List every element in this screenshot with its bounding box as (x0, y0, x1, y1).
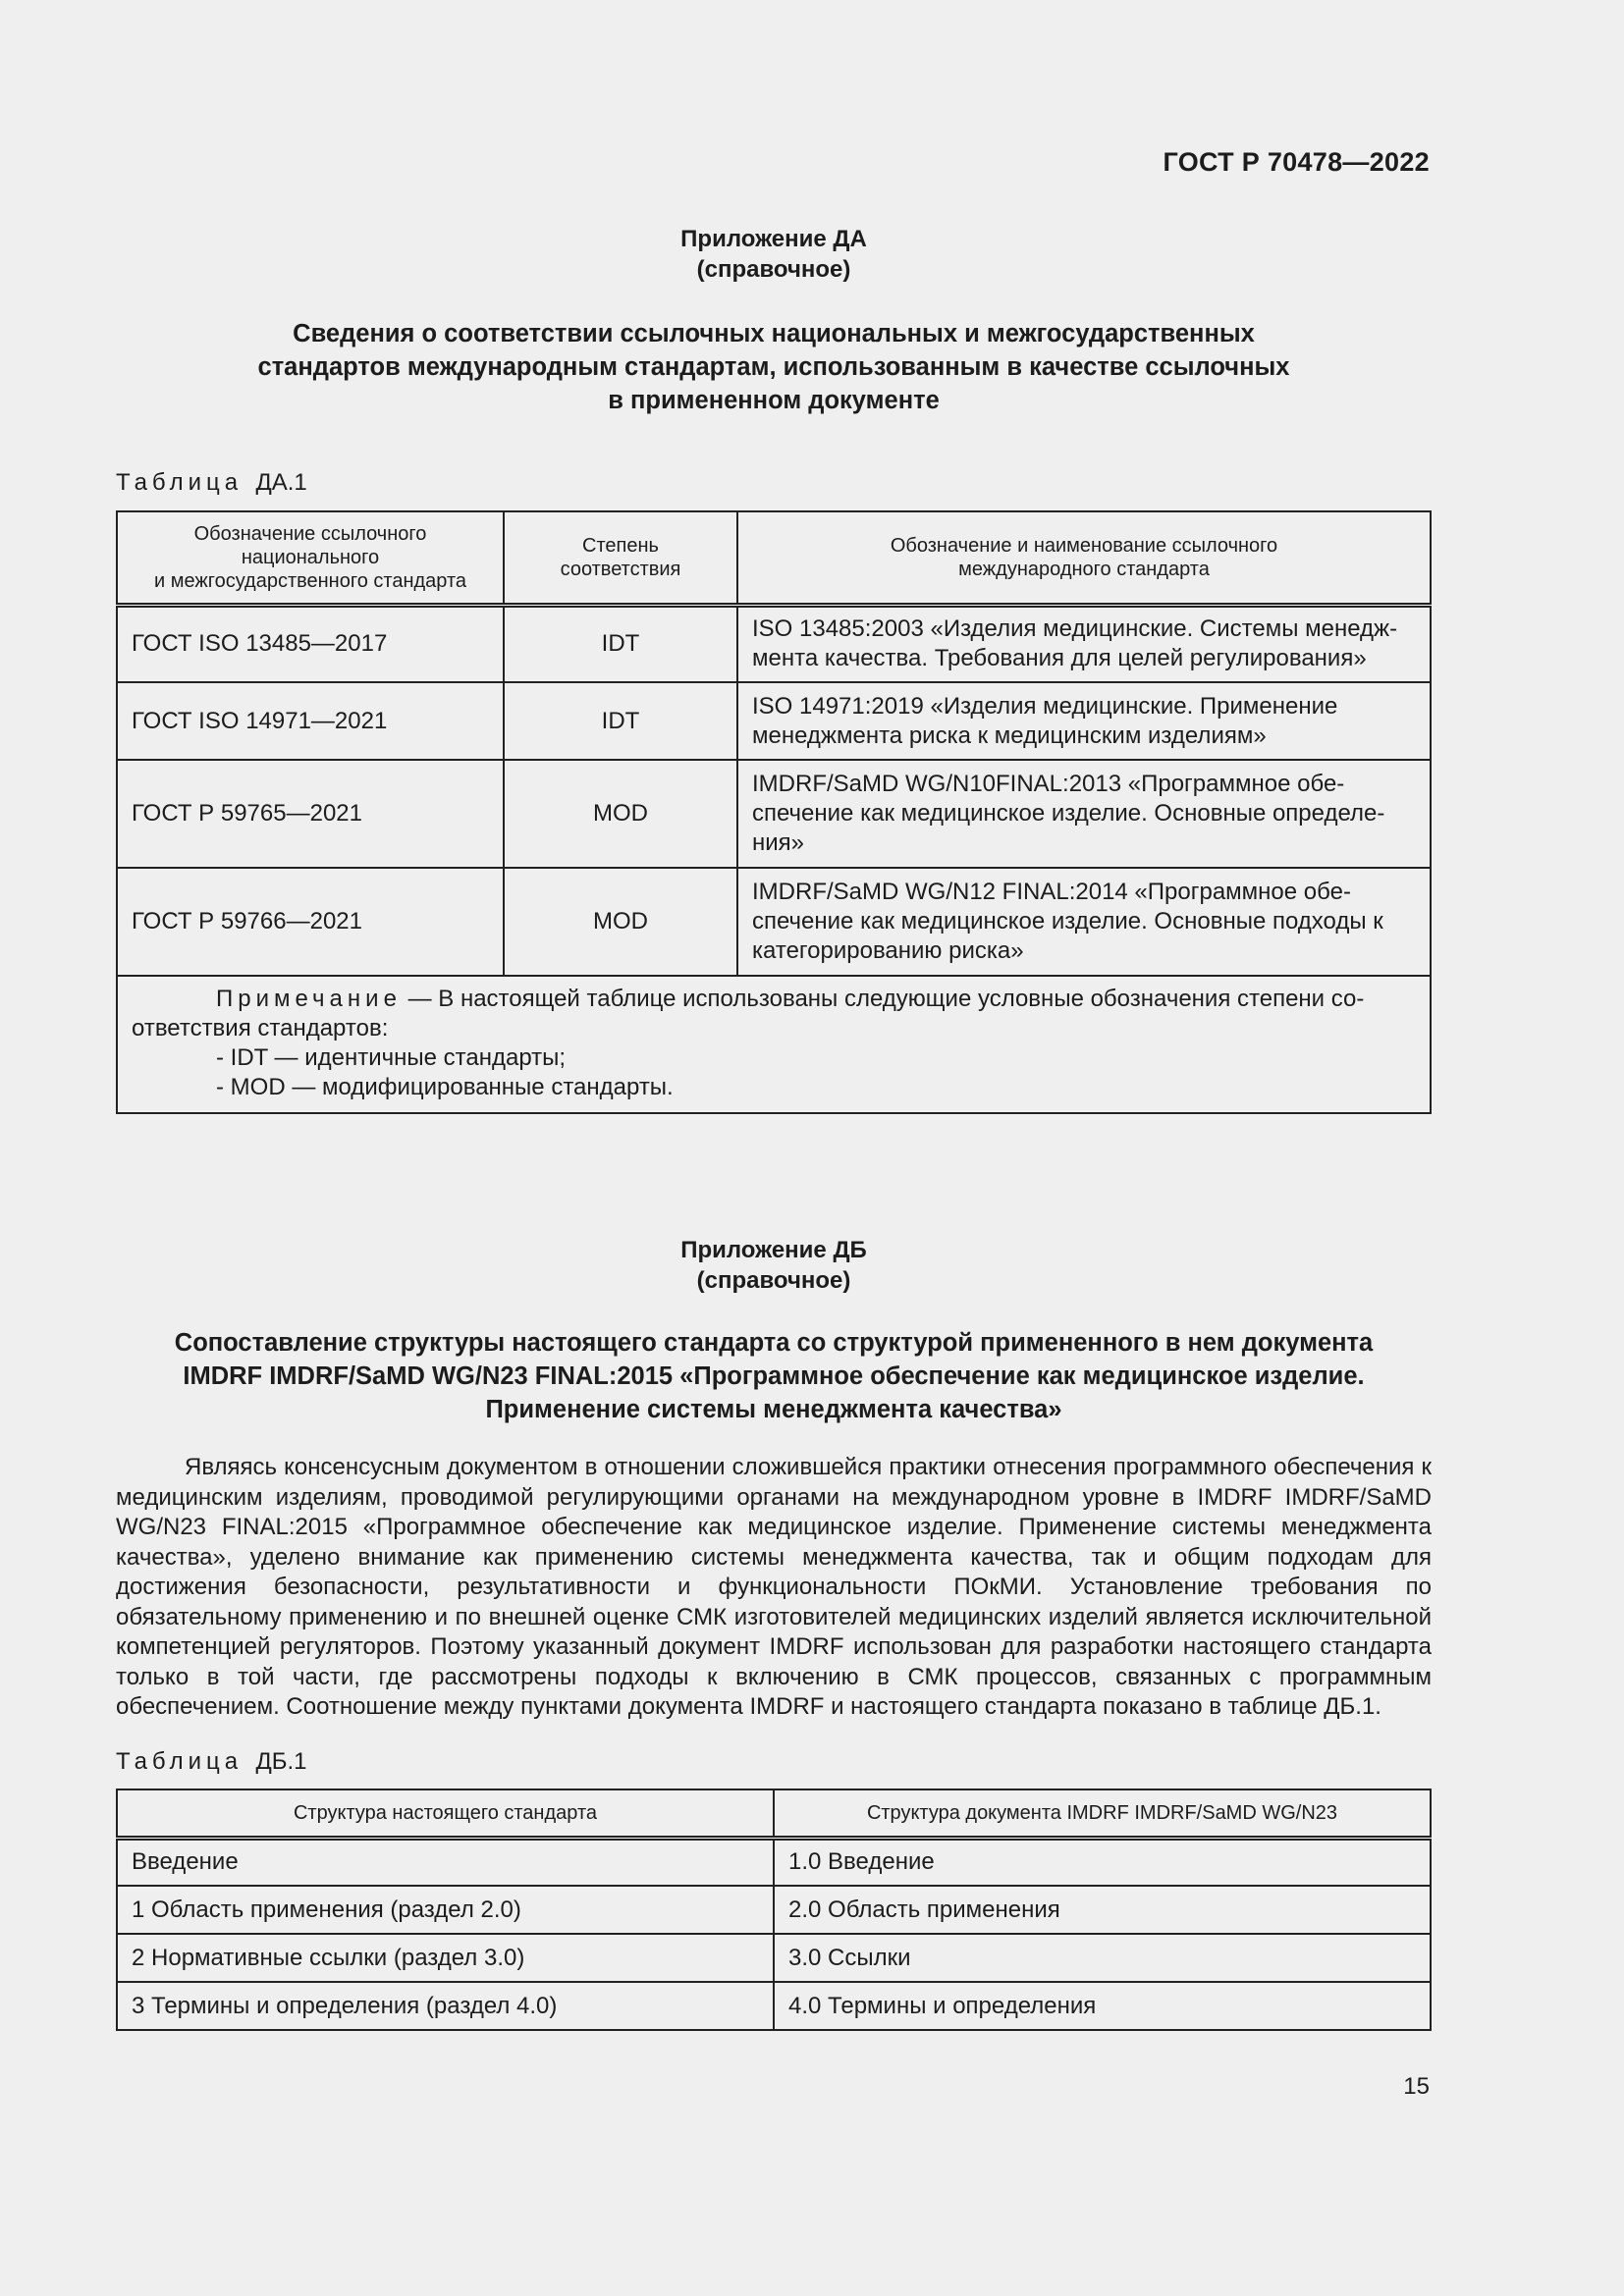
table-header-row (117, 1789, 1431, 1838)
appendix-da-title-block (116, 224, 1432, 285)
cell-international: IMDRF/SaMD WG/N12 FINAL:2014 «Программное обе- спечение как медицинское изделие. Основные подходы к категорированию риска» (737, 868, 1431, 976)
cell-degree: MOD (504, 760, 737, 868)
appendix-da-heading-line: в примененном документе (608, 387, 940, 414)
table-caption-number: ДБ.1 (255, 1748, 307, 1775)
appendix-db-title: Приложение ДБ (680, 1237, 867, 1263)
cell-international: IMDRF/SaMD WG/N10FINAL:2013 «Программное обе- спечение как медицинское изделие. Основные определе- ния» (737, 760, 1431, 868)
appendix-db-subtitle: (справочное) (696, 1267, 851, 1294)
appendix-da-title: Приложение ДА (680, 226, 867, 252)
note-text: В настоящей таблице использованы следующие условные обозначения степени со- (438, 986, 1365, 1012)
page-number: 15 (1403, 2073, 1430, 2100)
cell-standard: Введение (117, 1838, 774, 1886)
table-row (117, 605, 1431, 682)
table-caption-word: Таблица (116, 469, 244, 496)
appendix-db-heading-line: Применение системы менеджмента качества» (485, 1396, 1062, 1423)
table-note-row (117, 976, 1431, 1113)
column-header-standard: Структура настоящего стандарта (117, 1789, 774, 1838)
column-header-imdrf: Структура документа IMDRF IMDRF/SaMD WG/N23 (774, 1789, 1431, 1838)
appendix-da-subtitle: (справочное) (696, 256, 851, 283)
note-label: Примечание (216, 986, 402, 1012)
table-row (117, 760, 1431, 868)
table-row (117, 868, 1431, 976)
table-row (117, 1934, 1431, 1982)
cell-imdrf: 4.0 Термины и определения (774, 1982, 1431, 2030)
appendix-db-heading-line: IMDRF IMDRF/SaMD WG/N23 FINAL:2015 «Программное обеспечение как медицинское изделие. (183, 1362, 1365, 1390)
appendix-da-heading-line: Сведения о соответствии ссылочных национальных и межгосударственных (293, 320, 1255, 347)
cell-national: ГОСТ ISO 14971—2021 (117, 682, 504, 760)
cell-standard: 1 Область применения (раздел 2.0) (117, 1886, 774, 1934)
table-row (117, 1982, 1431, 2030)
note-item: - MOD — модифицированные стандарты. (216, 1074, 674, 1100)
note-text-continued: ответствия стандартов: (132, 1015, 389, 1041)
appendix-da-heading (116, 317, 1432, 417)
table-row (117, 1838, 1431, 1886)
document-code: ГОСТ Р 70478—2022 (1163, 147, 1430, 177)
table-caption-number: ДА.1 (255, 469, 307, 496)
appendix-db-heading-line: Сопоставление структуры настоящего стандарта со структурой примененного в нем документа (174, 1329, 1374, 1357)
note-item: - IDT — идентичные стандарты; (216, 1044, 567, 1071)
table-row (117, 682, 1431, 760)
column-header-degree: Степень соответствия (504, 511, 737, 605)
table-db1 (116, 1789, 1432, 2031)
appendix-db-title-block (116, 1235, 1432, 1296)
cell-standard: 3 Термины и определения (раздел 4.0) (117, 1982, 774, 2030)
column-header-national: Обозначение ссылочного национального и межгосударственного стандарта (117, 511, 504, 605)
table-note: Примечание — В настоящей таблице использованы следующие условные обозначения степени со- ответствия стандартов: - IDT — идентичные стандарты; - MOD — модифицированные стандарты. (117, 976, 1431, 1113)
table-row (117, 1886, 1431, 1934)
table-da1-caption (116, 469, 307, 497)
cell-international: ISO 14971:2019 «Изделия медицинские. Применение менеджмента риска к медицинским изделиям» (737, 682, 1431, 760)
cell-standard: 2 Нормативные ссылки (раздел 3.0) (117, 1934, 774, 1982)
table-db1-caption (116, 1748, 306, 1776)
appendix-db-paragraph: Являясь консенсусным документом в отношении сложившейся практики отнесения программного обеспечения к медицинским изделиям, проводимой регулирующими органами на международном уровне в IMDRF IMDRF/SaMD WG/N23 FINAL:2015 «Программное обеспечение как медицинское изделие. Применение системы менеджмента качества», уделено внимание как применению системы менеджмента качества, так и общим подходам для достижения безопасности, результативности и функциональности ПОкМИ. Установление требования по обязательному применению и по внешней оценке СМК изготовителей медицинских изделий является исключительной компетенцией регуляторов. Поэтому указанный документ IMDRF использован для разработки настоящего стандарта только в той части, где рассмотрены подходы к включению в СМК процессов, связанных с программным обеспечением. Соотношение между пунктами документа IMDRF и настоящего стандарта показано в таблице ДБ.1. (116, 1454, 1432, 1720)
cell-national: ГОСТ Р 59766—2021 (117, 868, 504, 976)
cell-national: ГОСТ Р 59765—2021 (117, 760, 504, 868)
cell-degree: IDT (504, 682, 737, 760)
appendix-da-heading-line: стандартов международным стандартам, использованным в качестве ссылочных (257, 353, 1290, 381)
table-da1 (116, 510, 1432, 1114)
cell-national: ГОСТ ISO 13485—2017 (117, 605, 504, 682)
column-header-international: Обозначение и наименование ссылочного международного стандарта (737, 511, 1431, 605)
cell-degree: MOD (504, 868, 737, 976)
cell-international: ISO 13485:2003 «Изделия медицинские. Системы менедж- мента качества. Требования для целей регулирования» (737, 605, 1431, 682)
cell-imdrf: 3.0 Ссылки (774, 1934, 1431, 1982)
cell-degree: IDT (504, 605, 737, 682)
table-header-row (117, 511, 1431, 605)
cell-imdrf: 1.0 Введение (774, 1838, 1431, 1886)
appendix-db-heading (116, 1326, 1432, 1426)
table-caption-word: Таблица (116, 1748, 244, 1775)
cell-imdrf: 2.0 Область применения (774, 1886, 1431, 1934)
